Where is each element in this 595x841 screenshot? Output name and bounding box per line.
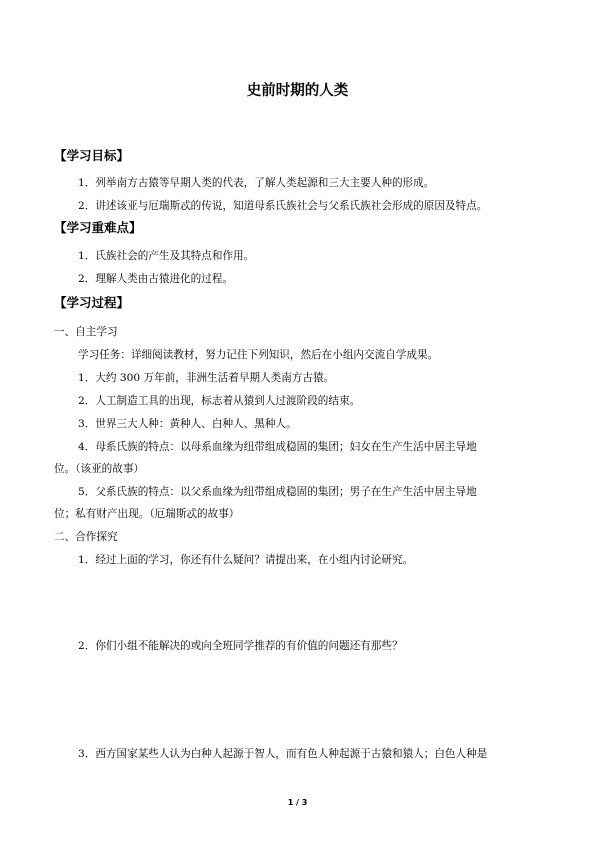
part2-title: 二、合作探究 bbox=[54, 531, 118, 543]
study-item-4: 4．母系氏族的特点：以母系血缘为纽带组成稳固的集团；妇女在生产生活中居主导地 bbox=[78, 441, 477, 453]
study-item-5: 5．父系氏族的特点：以父系血缘为纽带组成稳固的集团；男子在生产生活中居主导地 bbox=[78, 486, 477, 498]
page-title: 史前时期的人类 bbox=[246, 83, 349, 99]
objective-item-1: 1．列举南方古猿等早期人类的代表，了解人类起源和三大主要人种的形成。 bbox=[78, 177, 435, 189]
page-number: 1 / 3 bbox=[287, 798, 308, 807]
question-1: 1．经过上面的学习，你还有什么疑问？请提出来，在小组内讨论研究。 bbox=[78, 554, 414, 566]
question-3: 3．西方国家某些人认为白种人起源于智人，而有色人种起源于古猿和猿人；白色人种是 bbox=[78, 748, 488, 760]
objective-item-2: 2．讲述该亚与厄瑞斯忒的传说，知道母系氏族社会与父系氏族社会形成的原因及特点。 bbox=[78, 200, 488, 212]
process-heading: 【学习过程】 bbox=[54, 295, 130, 310]
key-point-item-2: 2．理解人类由古猿进化的过程。 bbox=[78, 273, 234, 285]
study-item-4-cont: 位。（该亚的故事） bbox=[54, 463, 145, 475]
study-item-3: 3．世界三大人种：黄种人、白种人、黑种人。 bbox=[78, 418, 297, 430]
key-point-item-1: 1．氏族社会的产生及其特点和作用。 bbox=[78, 250, 255, 262]
study-item-5-cont: 位；私有财产出现。（厄瑞斯忒的故事） bbox=[54, 508, 240, 520]
study-item-1: 1．大约 300 万年前，非洲生活着早期人类南方古猿。 bbox=[78, 372, 335, 384]
study-task: 学习任务：详细阅读教材，努力记住下列知识，然后在小组内交流自学成果。 bbox=[78, 349, 439, 361]
part1-title: 一、自主学习 bbox=[54, 326, 118, 338]
objectives-heading: 【学习目标】 bbox=[54, 148, 130, 163]
key-points-heading: 【学习重难点】 bbox=[54, 220, 142, 235]
study-item-2: 2．人工制造工具的出现，标志着从猿到人过渡阶段的结束。 bbox=[78, 395, 361, 407]
question-2: 2．你们小组不能解决的或向全班同学推荐的有价值的问题还有那些？ bbox=[78, 640, 403, 652]
